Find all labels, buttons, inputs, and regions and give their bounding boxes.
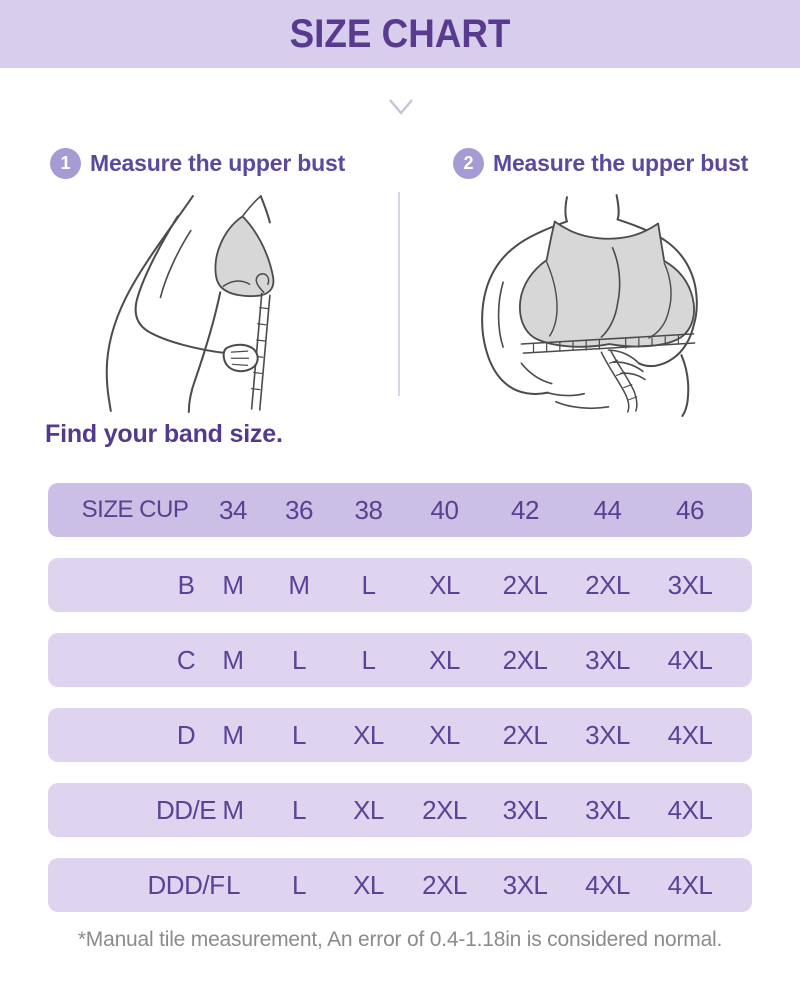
table-cell: L [292, 794, 306, 825]
row-label: B [177, 569, 195, 600]
table-cell: L [361, 644, 376, 675]
table-cell: 2XL [502, 644, 548, 675]
table-cell: 3XL [585, 794, 630, 825]
table-row-c [48, 633, 752, 687]
step-2-label: Measure the upper bust [493, 150, 749, 176]
table-cell: 2XL [422, 869, 467, 900]
table-row-b [48, 558, 752, 612]
page-title: SIZE CHART [289, 11, 511, 56]
step-1-number-badge: 1 [50, 148, 81, 179]
footnote: *Manual tile measurement, An error of 0.4-1.18in is considered normal. [77, 928, 723, 951]
column-header-36: 36 [285, 494, 313, 525]
column-header-44: 44 [593, 494, 622, 525]
column-header-34: 34 [219, 494, 247, 525]
table-cell: 3XL [667, 569, 713, 600]
column-header-42: 42 [511, 494, 539, 525]
table-cell: 3XL [502, 869, 548, 900]
table-row-ddd-f [48, 858, 752, 912]
table-cell: L [361, 569, 376, 600]
row-label: DD/E [155, 794, 217, 825]
table-cell: XL [429, 719, 460, 750]
table-cell: M [222, 794, 244, 825]
table-cell: M [222, 569, 244, 600]
table-cell: 4XL [667, 869, 713, 900]
column-header-40: 40 [430, 494, 459, 525]
table-cell: 3XL [502, 794, 548, 825]
column-header-46: 46 [676, 494, 704, 525]
measure-upper-bust-side-illustration [88, 188, 393, 416]
table-cell: L [292, 719, 306, 750]
table-cell: XL [429, 569, 460, 600]
table-cell: 2XL [502, 719, 548, 750]
table-row-dd-e [48, 783, 752, 837]
chevron-down-icon [388, 98, 414, 116]
table-cell: 4XL [667, 644, 713, 675]
table-cell: 2XL [502, 569, 548, 600]
table-cell: 2XL [422, 794, 467, 825]
banner [0, 0, 800, 68]
step-1 [50, 148, 345, 179]
step-2-number-badge: 2 [453, 148, 484, 179]
measure-under-bust-front-illustration [458, 185, 763, 418]
column-header-size-cup: SIZE CUP [81, 496, 189, 523]
size-table [48, 483, 752, 933]
table-cell: L [292, 869, 306, 900]
step-1-label: Measure the upper bust [90, 150, 346, 176]
table-cell: 3XL [585, 644, 630, 675]
table-cell: L [292, 644, 306, 675]
size-table-header-row [48, 483, 752, 537]
row-label: DDD/F [147, 869, 225, 900]
table-row-d [48, 708, 752, 762]
band-size-heading: Find your band size. [45, 420, 283, 448]
table-cell: 4XL [585, 869, 630, 900]
table-cell: 4XL [667, 794, 713, 825]
row-label: C [176, 644, 196, 675]
column-header-38: 38 [354, 494, 383, 525]
table-cell: 2XL [585, 569, 630, 600]
table-cell: XL [353, 869, 384, 900]
table-cell: XL [353, 794, 384, 825]
table-cell: 4XL [667, 719, 713, 750]
table-cell: M [222, 719, 244, 750]
step-2 [453, 148, 748, 179]
table-cell: XL [353, 719, 384, 750]
column-divider [398, 192, 400, 396]
row-label: D [176, 719, 196, 750]
table-cell: 3XL [585, 719, 630, 750]
table-cell: M [288, 569, 310, 600]
table-cell: L [226, 869, 240, 900]
table-cell: M [222, 644, 244, 675]
table-cell: XL [429, 644, 460, 675]
